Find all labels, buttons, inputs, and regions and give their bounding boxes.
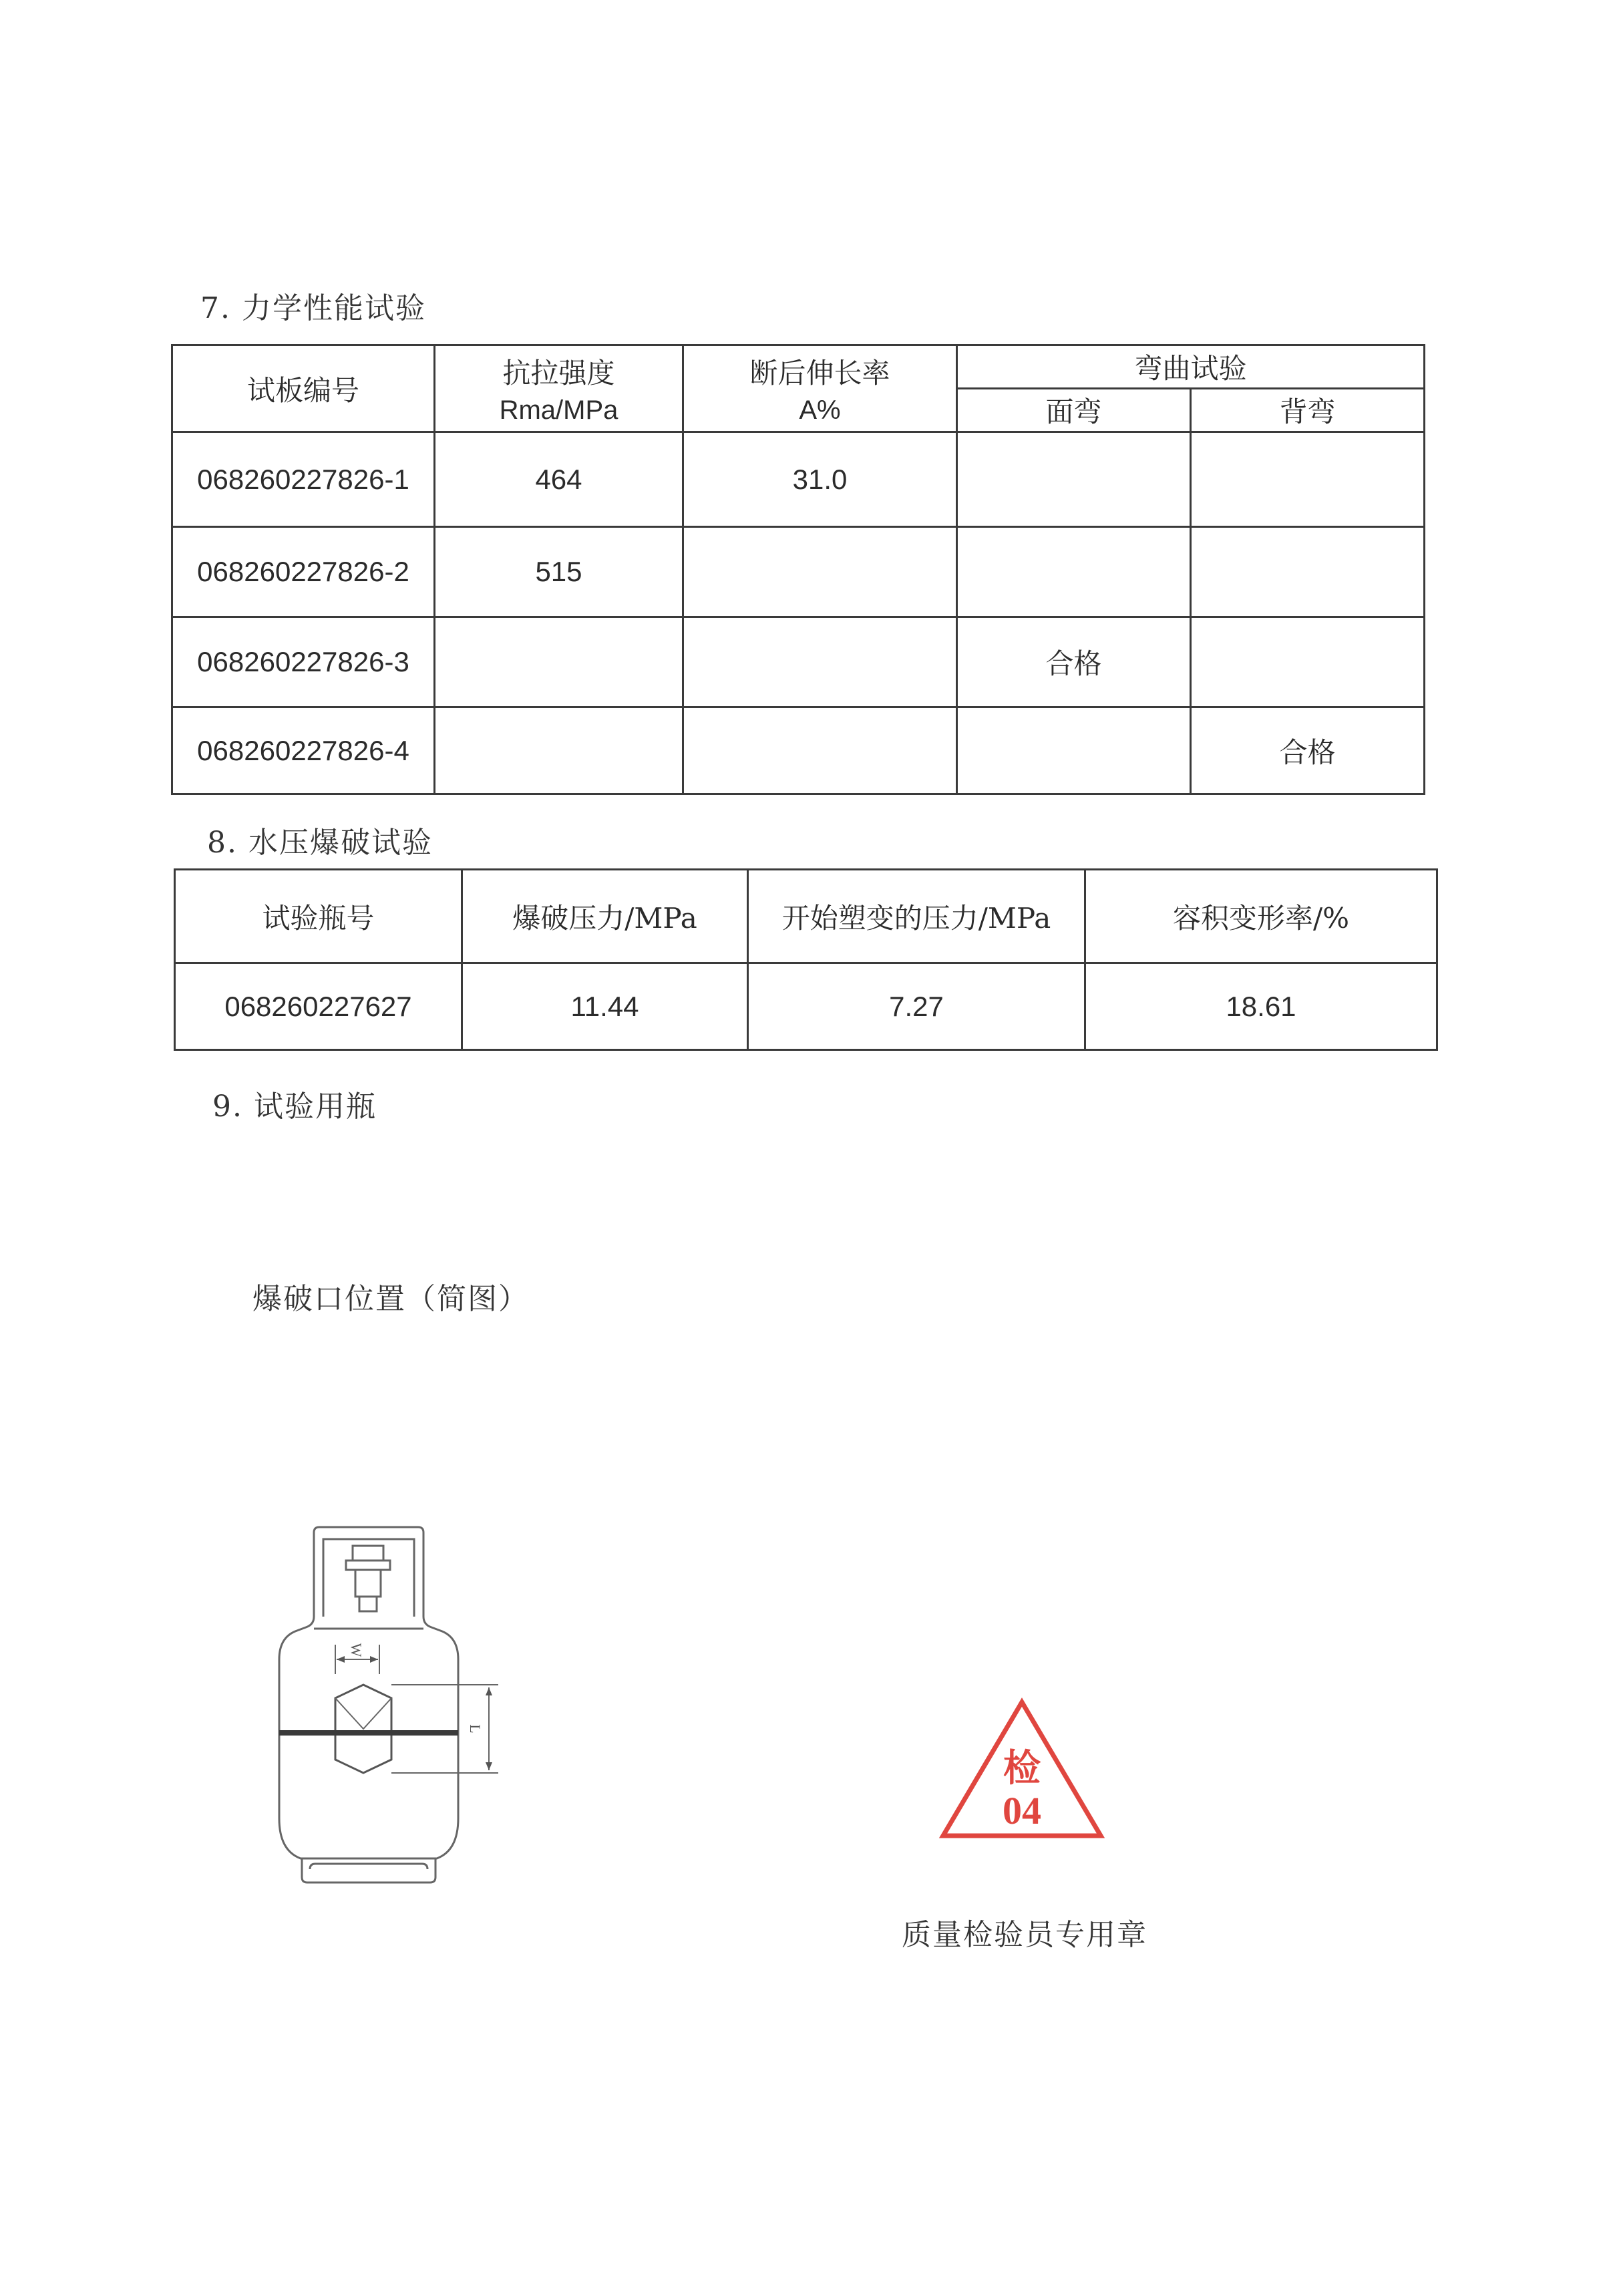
- elongation-cell: [683, 527, 957, 617]
- back-bend-cell: [1191, 527, 1425, 617]
- elongation-cell: [683, 707, 957, 794]
- yield-pressure-cell: 7.27: [748, 963, 1085, 1050]
- header-tensile-label: 抗拉强度: [502, 357, 615, 389]
- burst-test-table: [174, 868, 1438, 1051]
- table-row: [172, 617, 1425, 707]
- section-7-title: 7. 力学性能试验: [200, 291, 426, 325]
- burst-pressure-cell: 11.44: [462, 963, 748, 1050]
- header-back-bend: 背弯: [1191, 389, 1425, 432]
- tensile-cell: [435, 617, 683, 707]
- back-bend-cell: [1191, 432, 1425, 527]
- header-face-bend: 面弯: [957, 389, 1191, 432]
- face-bend-cell: [957, 432, 1191, 527]
- plate-no-cell: 068260227826-1: [172, 432, 435, 527]
- back-bend-cell: 合格: [1191, 707, 1425, 794]
- cylinder-burst-diagram: [267, 1516, 521, 1897]
- elongation-cell: 31.0: [683, 432, 957, 527]
- header-tensile-unit: Rma/MPa: [499, 395, 618, 425]
- header-bend-test: 弯曲试验: [957, 345, 1425, 389]
- plate-no-cell: 068260227826-2: [172, 527, 435, 617]
- face-bend-cell: [957, 707, 1191, 794]
- diagram-caption: 爆破口位置（简图）: [252, 1282, 529, 1316]
- header-volume-rate: 容积变形率/%: [1085, 870, 1437, 963]
- mechanical-test-table: [171, 344, 1425, 795]
- header-plate-no: 试板编号: [172, 345, 435, 432]
- header-bottle-no: 试验瓶号: [175, 870, 462, 963]
- header-tensile: [435, 345, 683, 432]
- table-row: [172, 707, 1425, 794]
- header-yield-pressure: 开始塑变的压力/MPa: [748, 870, 1085, 963]
- table-row: [175, 963, 1437, 1050]
- stamp-caption: 质量检验员专用章: [902, 1918, 1147, 1952]
- tensile-cell: 464: [435, 432, 683, 527]
- section-8-title: 8. 水压爆破试验: [207, 826, 433, 860]
- length-label: L: [467, 1724, 484, 1734]
- face-bend-cell: 合格: [957, 617, 1191, 707]
- header-elongation-label: 断后伸长率: [749, 357, 890, 389]
- volume-rate-cell: 18.61: [1085, 963, 1437, 1050]
- bottle-no-cell: 068260227627: [175, 963, 462, 1050]
- width-label: W: [348, 1643, 365, 1657]
- tensile-cell: [435, 707, 683, 794]
- header-elongation: [683, 345, 957, 432]
- stamp-char: 检: [1003, 1748, 1041, 1790]
- plate-no-cell: 068260227826-4: [172, 707, 435, 794]
- face-bend-cell: [957, 527, 1191, 617]
- table-row: [172, 432, 1425, 527]
- stamp-number: 04: [1003, 1789, 1041, 1832]
- table-row: [172, 527, 1425, 617]
- header-burst-pressure: 爆破压力/MPa: [462, 870, 748, 963]
- back-bend-cell: [1191, 617, 1425, 707]
- elongation-cell: [683, 617, 957, 707]
- section-9-title: 9. 试验用瓶: [212, 1090, 377, 1124]
- inspection-stamp: [935, 1697, 1109, 1844]
- tensile-cell: 515: [435, 527, 683, 617]
- header-elongation-unit: A%: [799, 395, 841, 425]
- plate-no-cell: 068260227826-3: [172, 617, 435, 707]
